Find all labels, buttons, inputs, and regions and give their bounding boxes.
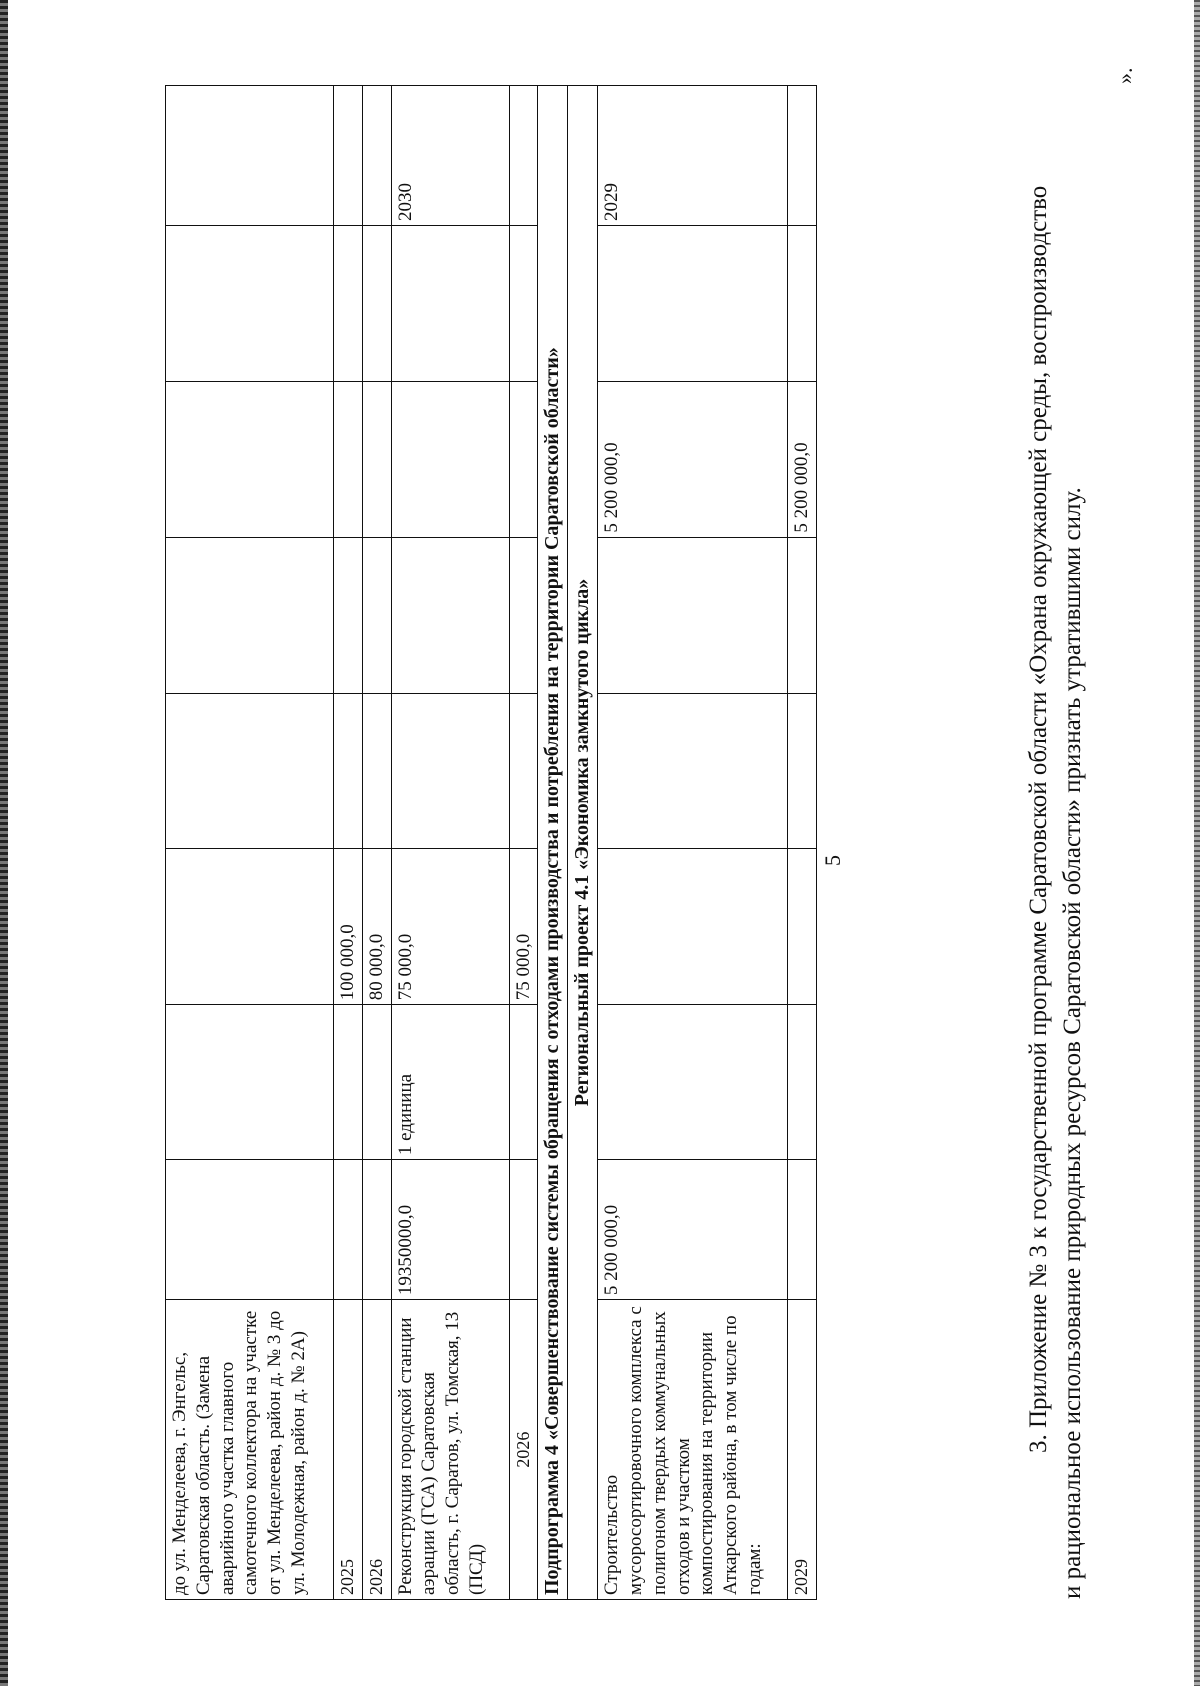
paragraph-line-2: и рациональное использование природных ресурсов Саратовской области» признать утратившими силу. (1058, 487, 1086, 1599)
table-cell: до ул. Менделеева, г. Энгельс, Саратовская область. (Замена аварийного участка главного самотечного коллектора на участке от ул. Менделеева, район д. № 3 до ул. Молодежная, район д. № 2А) (166, 1300, 334, 1600)
table-cell (166, 1005, 334, 1160)
table-cell: 2029 (598, 86, 788, 226)
table-cell (166, 537, 334, 693)
table-cell (362, 225, 391, 381)
table-cell (166, 86, 334, 226)
table-cell: 19350000,0 (391, 1160, 509, 1300)
table-cell (509, 381, 538, 537)
table-cell (334, 381, 363, 537)
table-cell: 2030 (391, 86, 509, 226)
table-cell: 5 200 000,0 (598, 1160, 788, 1300)
table-cell (362, 693, 391, 849)
project-heading: Региональный проект 4.1 «Экономика замкнутого цикла» (568, 86, 598, 1600)
table-cell (362, 86, 391, 226)
table-row (334, 86, 363, 1600)
table-cell (788, 225, 817, 381)
table-cell (334, 225, 363, 381)
table-cell (166, 225, 334, 381)
table-cell (509, 537, 538, 693)
table-cell (391, 693, 509, 849)
table-cell (509, 86, 538, 226)
subprogram-heading: Подпрограмма 4 «Совершенствование системы обращения с отходами производства и потребления на территории Саратовской области» (538, 86, 568, 1600)
table-cell (509, 693, 538, 849)
table-cell (334, 693, 363, 849)
table-row (538, 86, 568, 1600)
table-cell (166, 381, 334, 537)
table-cell (334, 1005, 363, 1160)
table-cell (334, 86, 363, 226)
table-cell: 2029 (788, 1300, 817, 1600)
table-cell: 5 200 000,0 (788, 381, 817, 537)
table-cell: 1 единица (391, 1005, 509, 1160)
table-cell: Реконструкция городской станции аэрации (ГСА) Саратовская область, г. Саратов, ул. Томская, 13 (ПСД) (391, 1300, 509, 1600)
table-cell (788, 537, 817, 693)
table-cell (166, 1160, 334, 1300)
table-cell (391, 381, 509, 537)
table-row (788, 86, 817, 1600)
table-row (568, 86, 598, 1600)
table-cell: 5 200 000,0 (598, 381, 788, 537)
table-cell (509, 1005, 538, 1160)
table-cell: 80 000,0 (362, 849, 391, 1005)
closing-quote: ». (1112, 67, 1137, 84)
table-cell: 2026 (362, 1300, 391, 1600)
table-cell (598, 225, 788, 381)
table-cell: 75 000,0 (391, 849, 509, 1005)
table-row (509, 86, 538, 1600)
table-cell (788, 849, 817, 1005)
table-cell (166, 849, 334, 1005)
table-cell (509, 225, 538, 381)
page-number: 5 (820, 855, 845, 866)
table-row (362, 86, 391, 1600)
table-cell (598, 537, 788, 693)
table-cell: Строительство мусоросортировочного комплекса с полигоном твердых коммунальных отходов и участком компостирования на территории Аткарского района, в том числе по годам: (598, 1300, 788, 1600)
table-cell (598, 693, 788, 849)
table-cell (362, 537, 391, 693)
table-row (391, 86, 509, 1600)
table-cell (391, 225, 509, 381)
table-row (598, 86, 788, 1600)
table-cell (362, 1160, 391, 1300)
table-cell (788, 1005, 817, 1160)
table-cell (598, 849, 788, 1005)
table-cell: 100 000,0 (334, 849, 363, 1005)
table-cell: 75 000,0 (509, 849, 538, 1005)
table-cell (334, 537, 363, 693)
paragraph-line-1: 3. Приложение № 3 к государственной программе Саратовской области «Охрана окружающей среды, воспроизводство (1025, 185, 1052, 1453)
table-cell (788, 693, 817, 849)
table-cell (788, 1160, 817, 1300)
document-table (165, 85, 817, 1600)
table-cell (509, 1160, 538, 1300)
table-row (166, 86, 334, 1600)
table-cell (391, 537, 509, 693)
table-cell: 2026 (509, 1300, 538, 1600)
table-cell (362, 1005, 391, 1160)
table-cell (334, 1160, 363, 1300)
table-cell (362, 381, 391, 537)
table-cell (788, 86, 817, 226)
paragraph (1022, 86, 1090, 1599)
table-cell (166, 693, 334, 849)
table-cell: 2025 (334, 1300, 363, 1600)
table-cell (598, 1005, 788, 1160)
